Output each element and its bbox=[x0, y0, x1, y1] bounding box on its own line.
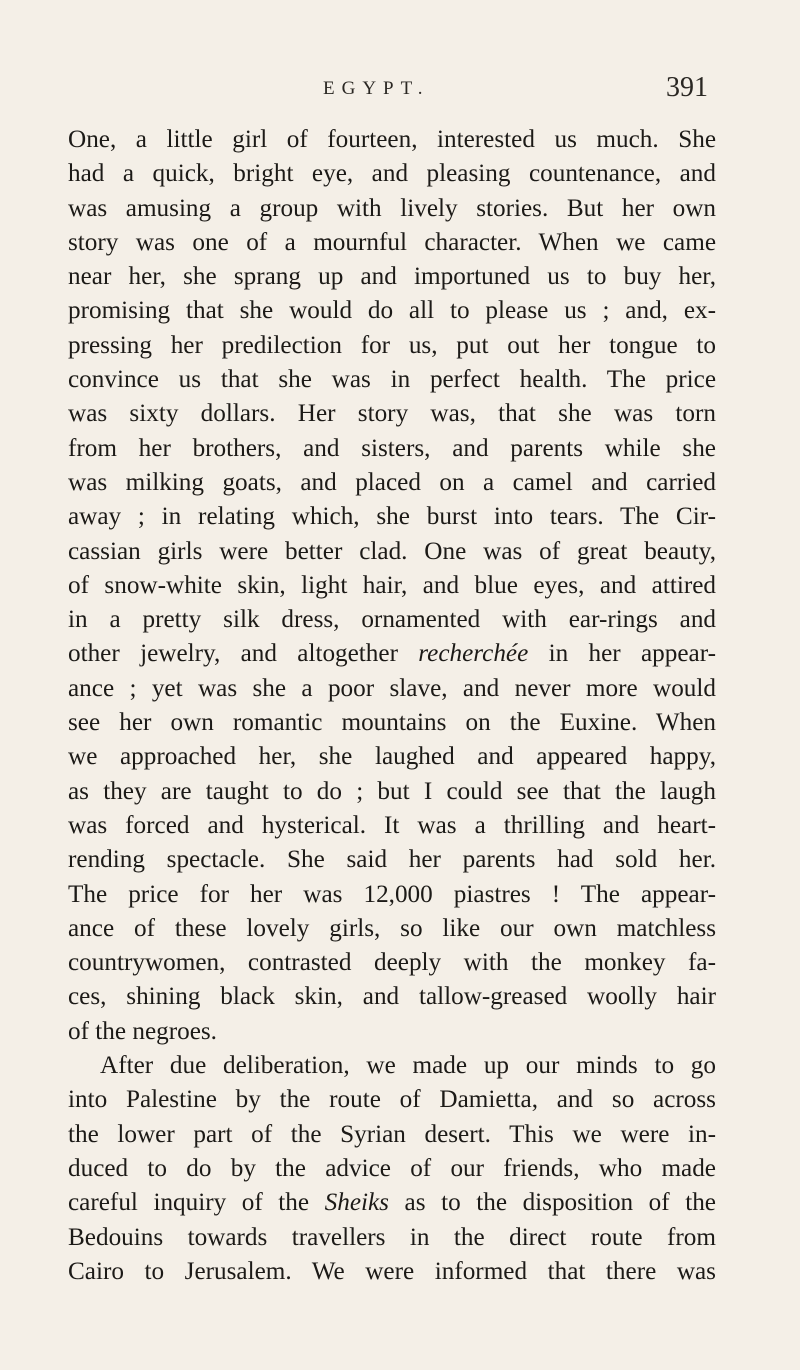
text-line: ces, shining black skin, and tallow-greased woolly hair bbox=[68, 983, 716, 1011]
text-line: was forced and hysterical. It was a thrilling and heart- bbox=[68, 811, 716, 839]
text-line: away ; in relating which, she burst into tears. The Cir- bbox=[68, 503, 716, 531]
text-line: was sixty dollars. Her story was, that she was torn bbox=[68, 400, 716, 428]
text-segment: as to the disposition of the bbox=[389, 1189, 716, 1217]
text-line: duced to do by the advice of our friends, who made bbox=[68, 1154, 716, 1182]
text-line: from her brothers, and sisters, and parents while she bbox=[68, 434, 716, 462]
text-segment: in her appear- bbox=[528, 640, 716, 668]
running-head: EGYPT. bbox=[323, 78, 430, 99]
text-line bbox=[68, 637, 716, 671]
text-line: promising that she would do all to please us ; and, ex- bbox=[68, 297, 716, 325]
text-line: After due deliberation, we made up our minds to go bbox=[100, 1052, 716, 1080]
body-text bbox=[68, 123, 716, 1289]
page-number: 391 bbox=[666, 72, 708, 103]
text-line: cassian girls were better clad. One was of great beauty, bbox=[68, 537, 716, 565]
text-line: see her own romantic mountains on the Euxine. When bbox=[68, 709, 716, 737]
text-line: pressing her predilection for us, put out her tongue to bbox=[68, 331, 716, 359]
text-segment: careful inquiry of the bbox=[68, 1189, 325, 1217]
text-line: The price for her was 12,000 piastres ! The appear- bbox=[68, 880, 716, 908]
text-line: we approached her, she laughed and appeared happy, bbox=[68, 743, 716, 771]
text-line: was milking goats, and placed on a camel and carried bbox=[68, 468, 716, 496]
text-line: convince us that she was in perfect health. The price bbox=[68, 366, 716, 394]
text-line: ance of these lovely girls, so like our own matchless bbox=[68, 914, 716, 942]
text-line: of snow-white skin, light hair, and blue eyes, and attired bbox=[68, 571, 716, 599]
text-segment: other jewelry, and altogether bbox=[68, 640, 419, 668]
text-line: ance ; yet was she a poor slave, and never more would bbox=[68, 674, 716, 702]
text-line: story was one of a mournful character. When we came bbox=[68, 228, 716, 256]
text-line: of the negroes. bbox=[68, 1017, 217, 1045]
text-line: had a quick, bright eye, and pleasing countenance, and bbox=[68, 160, 716, 188]
text-line: Bedouins towards travellers in the direct route from bbox=[68, 1223, 716, 1251]
text-line: was amusing a group with lively stories. But her own bbox=[68, 194, 716, 222]
page-header bbox=[0, 70, 800, 110]
text-line: near her, she sprang up and importuned us to buy her, bbox=[68, 263, 716, 291]
text-line: rending spectacle. She said her parents had sold her. bbox=[68, 846, 716, 874]
text-line: Cairo to Jerusalem. We were informed that there was bbox=[68, 1257, 716, 1285]
text-line: the lower part of the Syrian desert. This we were in- bbox=[68, 1120, 716, 1148]
text-line: countrywomen, contrasted deeply with the monkey fa- bbox=[68, 949, 716, 977]
text-line: as they are taught to do ; but I could see that the laugh bbox=[68, 777, 716, 805]
text-line: One, a little girl of fourteen, interested us much. She bbox=[68, 126, 716, 153]
text-line: into Palestine by the route of Damietta, and so across bbox=[68, 1086, 716, 1114]
italic-term: Sheiks bbox=[324, 1189, 389, 1217]
italic-term: recherchée bbox=[418, 640, 529, 668]
text-line: in a pretty silk dress, ornamented with ear-rings and bbox=[68, 606, 716, 634]
text-line bbox=[68, 1186, 716, 1220]
